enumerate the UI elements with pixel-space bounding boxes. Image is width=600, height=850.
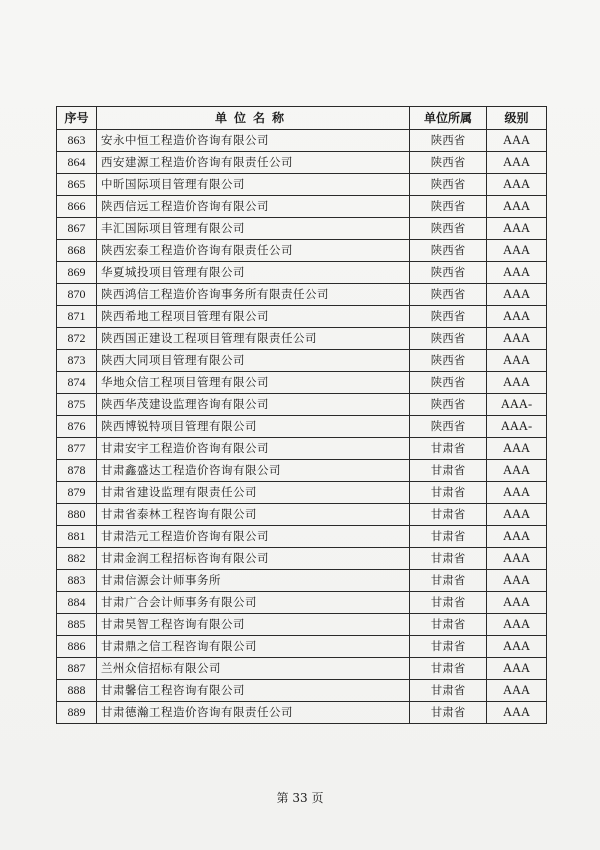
rating-level: AAA <box>487 636 547 658</box>
rating-level: AAA <box>487 350 547 372</box>
rating-level: AAA <box>487 328 547 350</box>
unit-name: 陕西宏泰工程造价咨询有限责任公司 <box>97 240 410 262</box>
rating-level: AAA <box>487 306 547 328</box>
unit-province: 甘肃省 <box>410 460 487 482</box>
table-row <box>57 658 547 680</box>
rating-level: AAA <box>487 284 547 306</box>
rating-level: AAA <box>487 658 547 680</box>
header-unit-name: 单位名称 <box>97 107 410 130</box>
unit-province: 甘肃省 <box>410 636 487 658</box>
table-row <box>57 328 547 350</box>
table-row <box>57 284 547 306</box>
unit-name: 陕西华茂建设监理咨询有限公司 <box>97 394 410 416</box>
rating-level: AAA <box>487 218 547 240</box>
table-body <box>57 130 547 724</box>
unit-province: 甘肃省 <box>410 570 487 592</box>
table-row <box>57 416 547 438</box>
unit-name: 西安建源工程造价咨询有限责任公司 <box>97 152 410 174</box>
unit-province: 甘肃省 <box>410 438 487 460</box>
row-number: 881 <box>57 526 97 548</box>
row-number: 866 <box>57 196 97 218</box>
rating-level: AAA <box>487 460 547 482</box>
page-number: 第 33 页 <box>276 791 324 805</box>
unit-province: 陕西省 <box>410 240 487 262</box>
table-row <box>57 438 547 460</box>
unit-name: 丰汇国际项目管理有限公司 <box>97 218 410 240</box>
table-row <box>57 306 547 328</box>
row-number: 875 <box>57 394 97 416</box>
unit-province: 陕西省 <box>410 394 487 416</box>
rating-level: AAA <box>487 592 547 614</box>
unit-name: 陕西鸿信工程造价咨询事务所有限责任公司 <box>97 284 410 306</box>
row-number: 876 <box>57 416 97 438</box>
table-row <box>57 592 547 614</box>
table-header-row <box>57 107 547 130</box>
unit-name: 甘肃安宇工程造价咨询有限公司 <box>97 438 410 460</box>
row-number: 872 <box>57 328 97 350</box>
rating-level: AAA <box>487 372 547 394</box>
table-row <box>57 240 547 262</box>
table-row <box>57 218 547 240</box>
table-row <box>57 636 547 658</box>
unit-province: 甘肃省 <box>410 680 487 702</box>
table-row <box>57 526 547 548</box>
rating-level: AAA <box>487 152 547 174</box>
row-number: 863 <box>57 130 97 152</box>
unit-name: 甘肃鑫盛达工程造价咨询有限公司 <box>97 460 410 482</box>
row-number: 880 <box>57 504 97 526</box>
unit-province: 甘肃省 <box>410 548 487 570</box>
table-row <box>57 394 547 416</box>
row-number: 877 <box>57 438 97 460</box>
row-number: 874 <box>57 372 97 394</box>
row-number: 883 <box>57 570 97 592</box>
rating-level: AAA <box>487 482 547 504</box>
rating-level: AAA- <box>487 416 547 438</box>
unit-name: 陕西博锐特项目管理有限公司 <box>97 416 410 438</box>
unit-name: 陕西希地工程项目管理有限公司 <box>97 306 410 328</box>
table-row <box>57 460 547 482</box>
row-number: 878 <box>57 460 97 482</box>
table-row <box>57 504 547 526</box>
unit-province: 陕西省 <box>410 218 487 240</box>
table-row <box>57 262 547 284</box>
unit-name: 陕西信远工程造价咨询有限公司 <box>97 196 410 218</box>
unit-province: 甘肃省 <box>410 702 487 724</box>
unit-name: 甘肃省泰林工程咨询有限公司 <box>97 504 410 526</box>
unit-province: 甘肃省 <box>410 592 487 614</box>
row-number: 889 <box>57 702 97 724</box>
rating-level: AAA <box>487 438 547 460</box>
unit-name: 甘肃浩元工程造价咨询有限公司 <box>97 526 410 548</box>
row-number: 887 <box>57 658 97 680</box>
rating-level: AAA <box>487 240 547 262</box>
unit-name: 华地众信工程项目管理有限公司 <box>97 372 410 394</box>
unit-province: 陕西省 <box>410 372 487 394</box>
unit-province: 甘肃省 <box>410 526 487 548</box>
table-row <box>57 196 547 218</box>
unit-name: 华夏城投项目管理有限公司 <box>97 262 410 284</box>
rating-level: AAA- <box>487 394 547 416</box>
unit-province: 陕西省 <box>410 262 487 284</box>
row-number: 869 <box>57 262 97 284</box>
rating-level: AAA <box>487 526 547 548</box>
row-number: 884 <box>57 592 97 614</box>
unit-province: 陕西省 <box>410 196 487 218</box>
unit-province: 陕西省 <box>410 306 487 328</box>
row-number: 885 <box>57 614 97 636</box>
unit-province: 甘肃省 <box>410 614 487 636</box>
unit-name: 陕西大同项目管理有限公司 <box>97 350 410 372</box>
row-number: 864 <box>57 152 97 174</box>
row-number: 868 <box>57 240 97 262</box>
unit-name: 甘肃馨信工程咨询有限公司 <box>97 680 410 702</box>
unit-name: 陕西国正建设工程项目管理有限责任公司 <box>97 328 410 350</box>
row-number: 870 <box>57 284 97 306</box>
table-row <box>57 680 547 702</box>
rating-level: AAA <box>487 196 547 218</box>
row-number: 873 <box>57 350 97 372</box>
unit-name: 兰州众信招标有限公司 <box>97 658 410 680</box>
row-number: 882 <box>57 548 97 570</box>
unit-name: 甘肃省建设监理有限责任公司 <box>97 482 410 504</box>
table-row <box>57 130 547 152</box>
ratings-table <box>56 106 547 724</box>
table-row <box>57 372 547 394</box>
unit-province: 陕西省 <box>410 350 487 372</box>
unit-name: 甘肃德瀚工程造价咨询有限责任公司 <box>97 702 410 724</box>
unit-province: 甘肃省 <box>410 482 487 504</box>
rating-level: AAA <box>487 130 547 152</box>
table-row <box>57 570 547 592</box>
unit-name: 甘肃鼎之信工程咨询有限公司 <box>97 636 410 658</box>
header-number: 序号 <box>57 107 97 130</box>
table-row <box>57 152 547 174</box>
row-number: 886 <box>57 636 97 658</box>
table-row <box>57 614 547 636</box>
table-row <box>57 350 547 372</box>
rating-level: AAA <box>487 548 547 570</box>
unit-province: 甘肃省 <box>410 504 487 526</box>
unit-province: 陕西省 <box>410 416 487 438</box>
table-row <box>57 174 547 196</box>
unit-name: 安永中恒工程造价咨询有限公司 <box>97 130 410 152</box>
header-level: 级别 <box>487 107 547 130</box>
rating-level: AAA <box>487 504 547 526</box>
table-row <box>57 482 547 504</box>
row-number: 867 <box>57 218 97 240</box>
unit-province: 陕西省 <box>410 174 487 196</box>
row-number: 888 <box>57 680 97 702</box>
table-row <box>57 702 547 724</box>
unit-province: 甘肃省 <box>410 658 487 680</box>
row-number: 865 <box>57 174 97 196</box>
rating-level: AAA <box>487 702 547 724</box>
rating-level: AAA <box>487 680 547 702</box>
rating-level: AAA <box>487 262 547 284</box>
header-province: 单位所属 <box>410 107 487 130</box>
table-row <box>57 548 547 570</box>
unit-name: 中昕国际项目管理有限公司 <box>97 174 410 196</box>
rating-level: AAA <box>487 174 547 196</box>
row-number: 871 <box>57 306 97 328</box>
rating-level: AAA <box>487 570 547 592</box>
unit-name: 甘肃信源会计师事务所 <box>97 570 410 592</box>
unit-province: 陕西省 <box>410 284 487 306</box>
unit-province: 陕西省 <box>410 130 487 152</box>
row-number: 879 <box>57 482 97 504</box>
unit-province: 陕西省 <box>410 328 487 350</box>
rating-level: AAA <box>487 614 547 636</box>
unit-name: 甘肃广合会计师事务有限公司 <box>97 592 410 614</box>
unit-name: 甘肃金润工程招标咨询有限公司 <box>97 548 410 570</box>
unit-name: 甘肃昊智工程咨询有限公司 <box>97 614 410 636</box>
unit-province: 陕西省 <box>410 152 487 174</box>
